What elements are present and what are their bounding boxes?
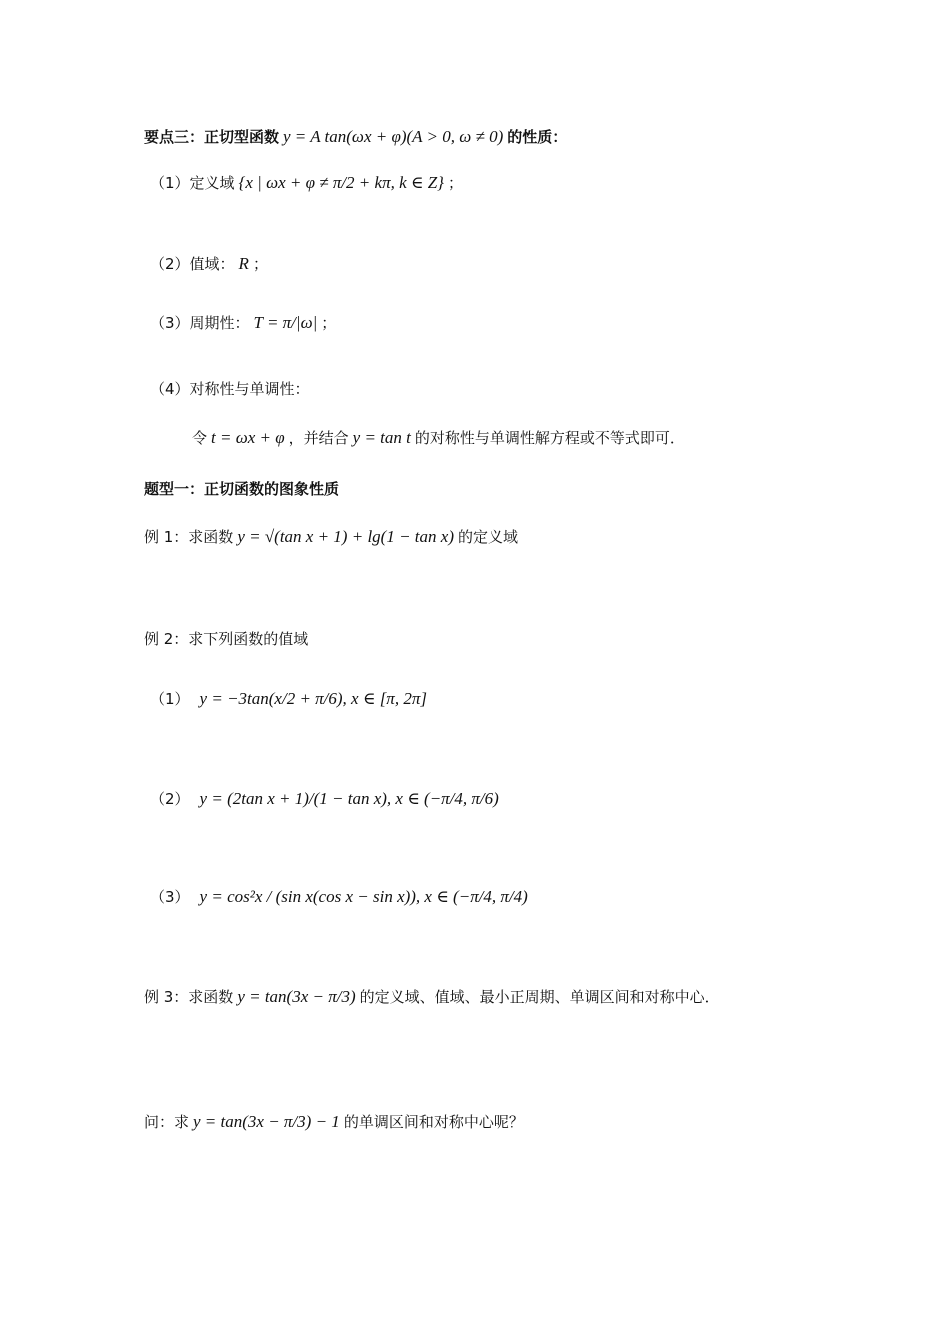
example-3 — [144, 986, 720, 1007]
example-2-item-2-num: （2） — [150, 790, 190, 808]
question-formula: y = tan(3x − π/3) − 1 — [193, 1111, 340, 1131]
property-period-end: ； — [321, 314, 337, 332]
section-heading — [144, 126, 567, 147]
example-1-label: 例 1：求函数 — [144, 528, 234, 546]
example-2-item-1 — [150, 688, 427, 709]
type-heading-text: 题型一：正切函数的图象性质 — [144, 480, 340, 498]
property-domain — [150, 172, 463, 193]
example-2-item-1-num: （1） — [150, 690, 190, 708]
section-heading-suffix: 的性质： — [507, 128, 568, 146]
property-symmetry-label: （4）对称性与单调性： — [150, 380, 310, 398]
property-period-label: （3）周期性： — [150, 314, 250, 332]
section-heading-prefix: 要点三：正切型函数 — [144, 128, 280, 146]
example-2-item-3-num: （3） — [150, 888, 190, 906]
example-1-formula: y = √(tan x + 1) + lg(1 − tan x) — [237, 526, 454, 546]
question-label: 问：求 — [144, 1113, 190, 1131]
property-domain-label: （1）定义域 — [150, 174, 235, 192]
note-prefix: 令 — [192, 429, 208, 447]
note-formula-1: t = ωx + φ — [211, 427, 285, 447]
question — [144, 1111, 524, 1132]
example-3-label: 例 3：求函数 — [144, 988, 234, 1006]
example-2-item-2 — [150, 788, 499, 809]
property-domain-end: ； — [447, 174, 463, 192]
example-2-item-2-formula: y = (2tan x + 1)/(1 − tan x), x ∈ (−π/4, π/6) — [199, 788, 499, 808]
type-heading — [144, 478, 339, 499]
property-range-end: ； — [252, 255, 268, 273]
property-symmetry — [150, 378, 310, 399]
example-3-formula: y = tan(3x − π/3) — [237, 986, 356, 1006]
property-period — [150, 312, 336, 333]
example-2-item-3 — [150, 886, 528, 907]
property-period-formula: T = π/|ω| — [253, 312, 318, 332]
note-suffix: 的对称性与单调性解方程或不等式即可． — [414, 429, 685, 447]
example-2-label: 例 2：求下列函数的值域 — [144, 630, 309, 648]
property-range-label: （2）值域： — [150, 255, 235, 273]
example-2-item-3-formula: y = cos²x / (sin x(cos x − sin x)), x ∈ (−π/4, π/4) — [199, 886, 528, 906]
section-heading-formula: y = A tan(ωx + φ)(A > 0, ω ≠ 0) — [283, 126, 504, 146]
example-1 — [144, 526, 518, 547]
example-3-suffix: 的定义域、值域、最小正周期、单调区间和对称中心． — [359, 988, 720, 1006]
question-suffix: 的单调区间和对称中心呢？ — [343, 1113, 524, 1131]
property-range — [150, 253, 268, 274]
property-note — [192, 427, 685, 448]
example-2 — [144, 628, 308, 649]
property-domain-formula: {x | ωx + φ ≠ π/2 + kπ, k ∈ Z} — [238, 172, 444, 192]
example-1-suffix: 的定义域 — [457, 528, 518, 546]
note-mid: ，并结合 — [288, 429, 349, 447]
example-2-item-1-formula: y = −3tan(x/2 + π/6), x ∈ [π, 2π] — [199, 688, 427, 708]
property-range-formula: R — [238, 253, 249, 273]
note-formula-2: y = tan t — [352, 427, 411, 447]
